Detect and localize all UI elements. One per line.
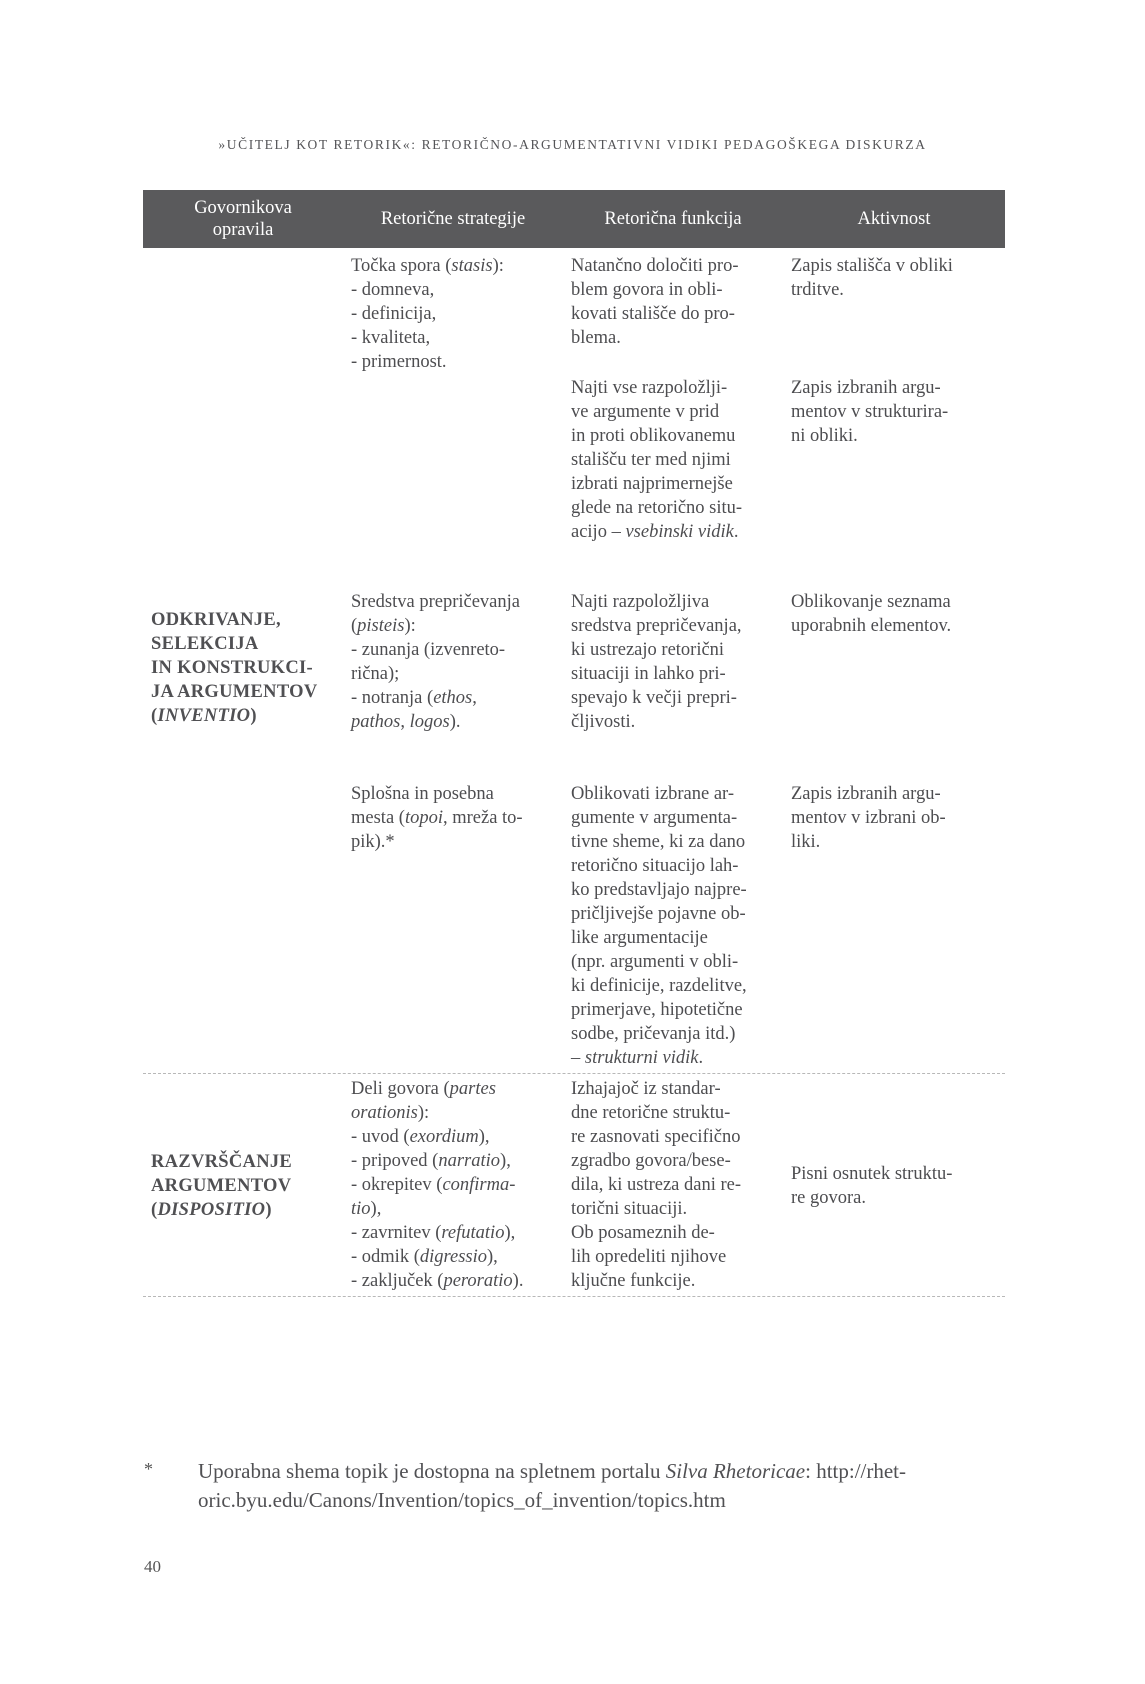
cell-line: - primernost. <box>351 352 447 372</box>
function-cell-pisteis <box>571 590 742 734</box>
column-header-activity: Aktivnost <box>857 209 931 229</box>
cell-line: mentov v strukturira- <box>791 402 949 422</box>
cell-line: mentov v izbrani ob- <box>791 808 946 828</box>
cell-line: rična); <box>351 664 400 684</box>
column-header-tasks <box>143 190 343 248</box>
cell-line: IN KONSTRUKCI- <box>151 658 313 678</box>
function-cell-stasis-1 <box>571 254 738 350</box>
cell-line: RAZVRŠČANJE <box>151 1152 293 1172</box>
row-separator <box>143 1073 1005 1074</box>
footnote-mark: * <box>144 1459 153 1479</box>
cell-line: Natančno določiti pro- <box>571 256 739 276</box>
cell-line: acijo – vsebinski vidik. <box>571 522 739 542</box>
cell-line: re govora. <box>791 1188 866 1208</box>
cell-line: zgradbo govora/bese- <box>571 1151 731 1171</box>
cell-line: JA ARGUMENTOV <box>151 682 318 702</box>
function-cell-topoi <box>571 782 747 1070</box>
cell-line: retorično situacijo lah- <box>571 856 739 876</box>
function-cell-stasis-2 <box>571 376 742 544</box>
column-header-strategies: Retorične strategije <box>380 209 526 229</box>
cell-line: ko predstavljajo najpre- <box>571 880 747 900</box>
cell-line: trditve. <box>791 280 844 300</box>
activity-cell-pisteis <box>791 590 951 638</box>
cell-line: in proti oblikovanemu <box>571 426 736 446</box>
column-header-function: Retorična funkcija <box>604 209 742 229</box>
cell-line: - domneva, <box>351 280 435 300</box>
strategy-cell-topoi <box>351 782 523 854</box>
activity-cell-partes <box>791 1162 952 1210</box>
cell-line: liki. <box>791 832 821 852</box>
cell-line: Splošna in posebna <box>351 784 494 804</box>
cell-line: tivne sheme, ki za dano <box>571 832 746 852</box>
activity-cell-stasis-1 <box>791 254 953 302</box>
cell-line: – strukturni vidik. <box>571 1048 704 1068</box>
footnote-link-part[interactable]: : http://rhet- <box>805 1459 907 1483</box>
footnote-text-part: Uporabna shema topik je dostopna na spletnem portalu <box>198 1459 666 1483</box>
task-cell-dispositio <box>151 1150 292 1222</box>
page-number: 40 <box>144 1557 161 1576</box>
strategy-cell-pisteis <box>351 590 520 734</box>
cell-line: - pripoved (narratio), <box>351 1151 511 1171</box>
cell-line: tio), <box>351 1199 382 1219</box>
cell-line: - uvod (exordium), <box>351 1127 490 1147</box>
cell-line: Oblikovanje seznama <box>791 592 951 612</box>
cell-line: spevajo k večji prepri- <box>571 688 737 708</box>
cell-line: (pisteis): <box>351 616 416 636</box>
table-header <box>143 190 1005 248</box>
cell-line: dila, ki ustreza dani re- <box>571 1175 742 1195</box>
cell-line: - zavrnitev (refutatio), <box>351 1223 516 1243</box>
cell-line: Zapis izbranih argu- <box>791 378 941 398</box>
running-head: »UČITELJ KOT RETORIK«: RETORIČNO-ARGUMENTATIVNI VIDIKI PEDAGOŠKEGA DISKURZA <box>218 137 927 152</box>
task-cell-inventio <box>151 608 317 728</box>
cell-line: ključne funkcije. <box>571 1271 696 1291</box>
cell-line: sodbe, pričevanja itd.) <box>571 1024 736 1044</box>
column-header-tasks-line: opravila <box>212 220 274 240</box>
cell-line: sredstva prepričevanja, <box>571 616 742 636</box>
cell-line: ni obliki. <box>791 426 858 446</box>
strategy-cell-partes <box>351 1077 523 1293</box>
cell-line: pričljivejše pojavne ob- <box>571 904 746 924</box>
cell-line: SELEKCIJA <box>151 634 259 654</box>
cell-line: Točka spora (stasis): <box>351 256 504 276</box>
cell-line: čljivosti. <box>571 712 636 732</box>
cell-line: Pisni osnutek struktu- <box>791 1164 953 1184</box>
cell-line: Izhajajoč iz standar- <box>571 1079 721 1099</box>
cell-line: Zapis izbranih argu- <box>791 784 941 804</box>
cell-line: - definicija, <box>351 304 437 324</box>
cell-line: Najti vse razpoložlji- <box>571 378 728 398</box>
function-cell-partes <box>571 1077 741 1293</box>
cell-line: situaciji in lahko pri- <box>571 664 726 684</box>
cell-line: pik).* <box>351 832 395 852</box>
cell-line: torični situaciji. <box>571 1199 688 1219</box>
cell-line: - zaključek (peroratio). <box>351 1271 524 1291</box>
cell-line: blem govora in obli- <box>571 280 723 300</box>
cell-line: - okrepitev (confirma- <box>351 1175 516 1195</box>
cell-line: (DISPOSITIO) <box>151 1200 272 1220</box>
cell-line: Deli govora (partes <box>351 1079 496 1099</box>
column-header-tasks-line: Govornikova <box>194 198 292 218</box>
cell-line: ARGUMENTOV <box>151 1176 292 1196</box>
cell-line: kovati stališče do pro- <box>571 304 735 324</box>
cell-line: (INVENTIO) <box>151 706 257 726</box>
footnote-source-title: Silva Rhetoricae <box>665 1459 806 1483</box>
cell-line: mesta (topoi, mreža to- <box>351 808 523 828</box>
cell-line: lih opredeliti njihove <box>571 1247 727 1267</box>
footnote-link[interactable]: oric.byu.edu/Canons/Invention/topics_of_invention/topics.htm <box>198 1488 726 1512</box>
cell-line: Najti razpoložljiva <box>571 592 710 612</box>
cell-line: gumente v argumenta- <box>571 808 738 828</box>
cell-line: dne retorične struktu- <box>571 1103 731 1123</box>
cell-line: Sredstva prepričevanja <box>351 592 520 612</box>
cell-line: - notranja (ethos, <box>351 688 477 708</box>
cell-line: glede na retorično situ- <box>571 498 743 518</box>
cell-line: stališču ter med njimi <box>571 450 731 470</box>
cell-line: - kvaliteta, <box>351 328 431 348</box>
cell-line: (npr. argumenti v obli- <box>571 952 739 972</box>
cell-line: ODKRIVANJE, <box>151 610 281 630</box>
cell-line: - zunanja (izvenreto- <box>351 640 506 660</box>
cell-line: orationis): <box>351 1103 430 1123</box>
cell-line: blema. <box>571 328 621 348</box>
cell-line: izbrati najprimernejše <box>571 474 733 494</box>
cell-line: Oblikovati izbrane ar- <box>571 784 734 804</box>
cell-line: ki definicije, razdelitve, <box>571 976 747 996</box>
activity-cell-topoi <box>791 782 946 854</box>
cell-line: uporabnih elementov. <box>791 616 952 636</box>
footnote-text <box>198 1457 906 1515</box>
strategy-cell-stasis <box>351 254 504 374</box>
cell-line: re zasnovati specifično <box>571 1127 741 1147</box>
cell-line: like argumentacije <box>571 928 708 948</box>
cell-line: Ob posameznih de- <box>571 1223 715 1243</box>
cell-line: primerjave, hipotetične <box>571 1000 743 1020</box>
cell-line: ve argumente v prid <box>571 402 720 422</box>
cell-line: Zapis stališča v obliki <box>791 256 953 276</box>
cell-line: ki ustrezajo retorični <box>571 640 725 660</box>
cell-line: pathos, logos). <box>351 712 461 732</box>
cell-line: - odmik (digressio), <box>351 1247 498 1267</box>
activity-cell-stasis-2 <box>791 376 948 448</box>
table-bottom-border <box>143 1296 1005 1297</box>
